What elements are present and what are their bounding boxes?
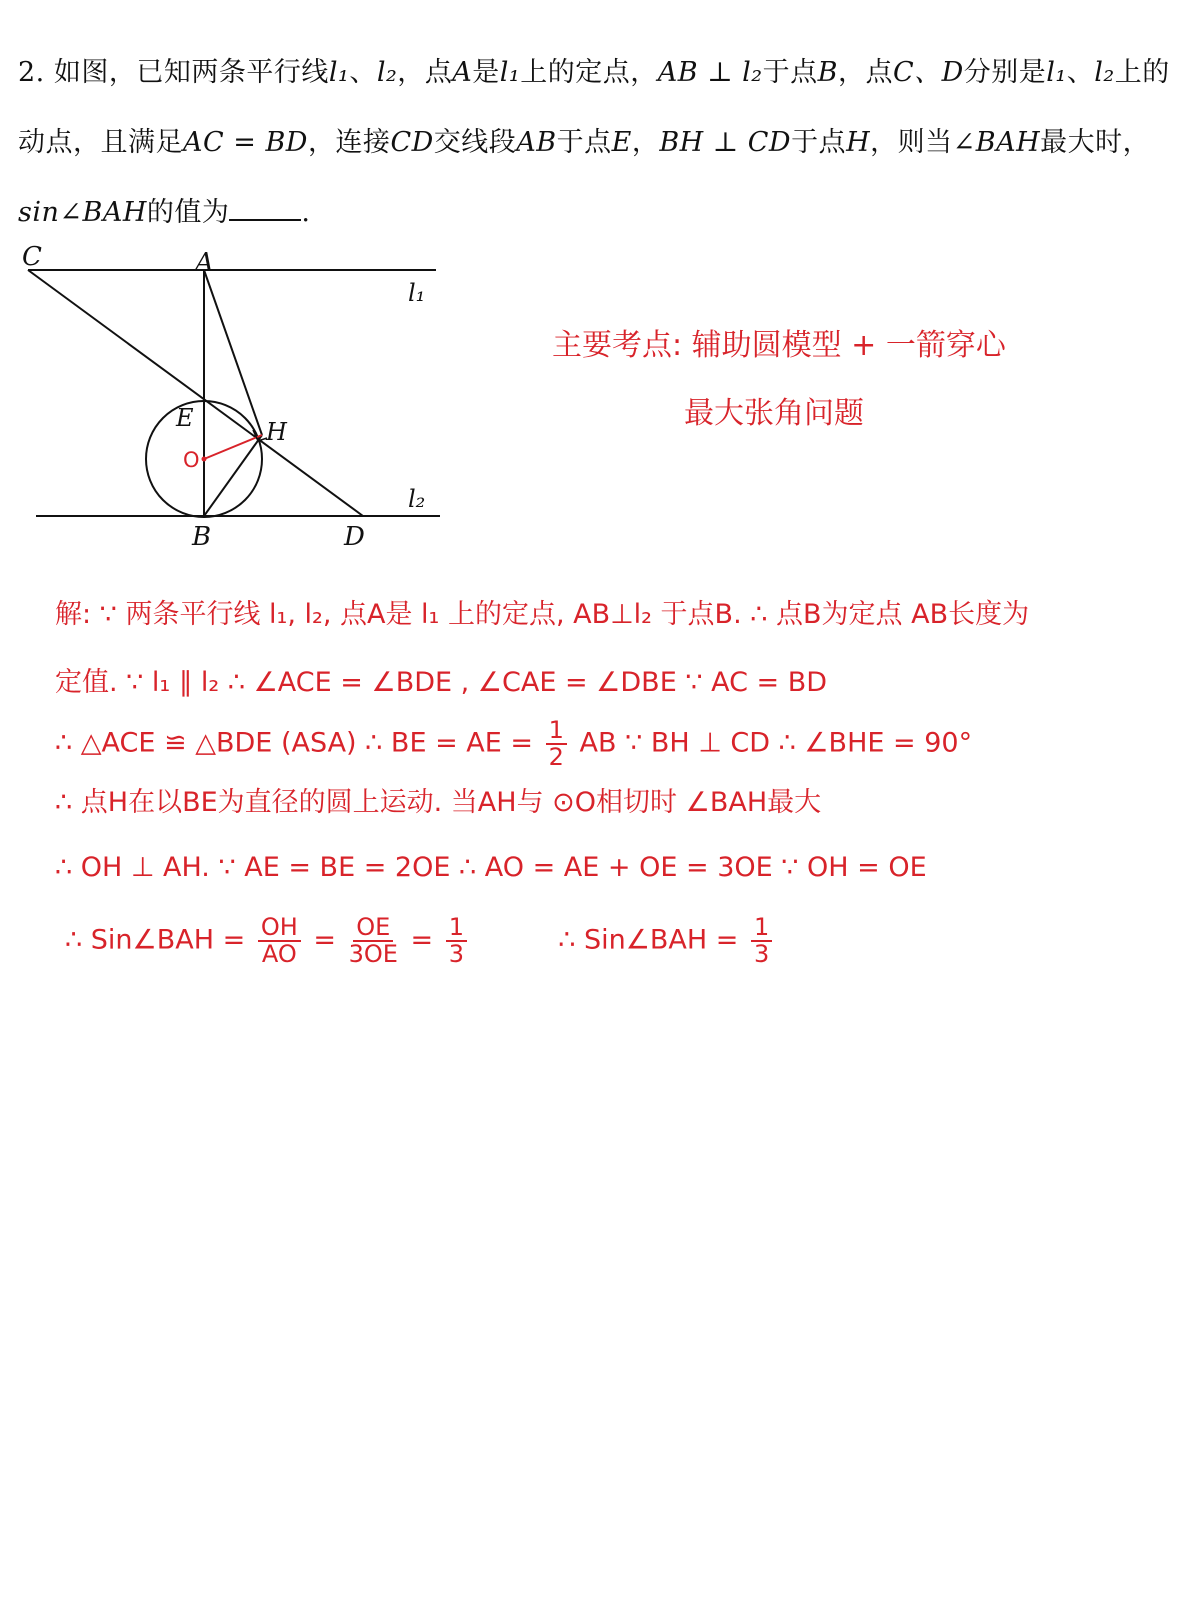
label-b: B (192, 522, 212, 552)
segment-cd (28, 270, 363, 516)
fraction-one-third: $\frac{1}{3}$ (446, 915, 467, 967)
problem-statement: 2. 如图，已知两条平行线l₁、l₂，点A是l₁上的定点，AB ⊥ l₂于点B，点C、D分别是l₁、l₂上的动点，且满足AC = BD，连接CD交线段AB于点E，BH ⊥ CD于点H，则当∠BAH最大时，sin∠BAH的值为 . (18, 57, 1170, 228)
key-points-note: 主要考点: 辅助圆模型 + 一箭穿心 (552, 328, 1006, 363)
label-l1: l₁ (408, 279, 426, 307)
label-e: E (176, 404, 194, 432)
solution-line-5: ∴ OH ⊥ AH. ∵ AE = BE = 2OE ∴ AO = AE + OE = 3OE ∵ OH = OE (55, 852, 927, 883)
fraction-half: $\frac{1}{2}$ (546, 718, 567, 770)
solution-line-3: ∴ △ACE ≌ △BDE (ASA) ∴ BE = AE = $\frac{1}{2}$ AB ∵ BH ⊥ CD ∴ ∠BHE = 90° (55, 716, 973, 772)
geometry-figure (20, 235, 460, 565)
label-l2: l₂ (408, 485, 426, 513)
solution-line-4: ∴ 点H在以BE为直径的圆上运动. 当AH与 ⊙O相切时 ∠BAH最大 (55, 787, 822, 818)
final-answer: ∴ Sin∠BAH = (558, 924, 739, 956)
label-o: O (183, 448, 200, 472)
solution-line-1: 解: ∵ 两条平行线 l₁, l₂, 点A是 l₁ 上的定点, AB⊥l₂ 于点B. ∴ 点B为定点 AB长度为 (55, 599, 1030, 630)
fraction-oh-ao: $\frac{OH}{AO}$ (258, 915, 301, 967)
solution-line-6: ∴ Sin∠BAH = $\frac{OH}{AO}$ = $\frac{OE}{3OE}$ = $\frac{1}{3}$ ∴ Sin∠BAH = $\frac{1}{3}$ (65, 915, 776, 967)
max-angle-note: 最大张角问题 (684, 396, 864, 431)
segment-ah (204, 270, 262, 435)
label-h: H (266, 418, 287, 446)
fraction-oe-3oe: $\frac{OE}{3OE}$ (348, 913, 398, 969)
center-o-dot (202, 457, 207, 462)
fraction-answer: $\frac{1}{3}$ (751, 915, 772, 967)
label-a: A (195, 248, 214, 278)
problem-number: 2. (18, 57, 45, 88)
answer-blank (229, 199, 301, 221)
label-d: D (344, 522, 365, 552)
label-c: C (22, 242, 42, 272)
solution-line-2: 定值. ∵ l₁ ∥ l₂ ∴ ∠ACE = ∠BDE , ∠CAE = ∠DBE ∵ AC = BD (55, 667, 828, 698)
